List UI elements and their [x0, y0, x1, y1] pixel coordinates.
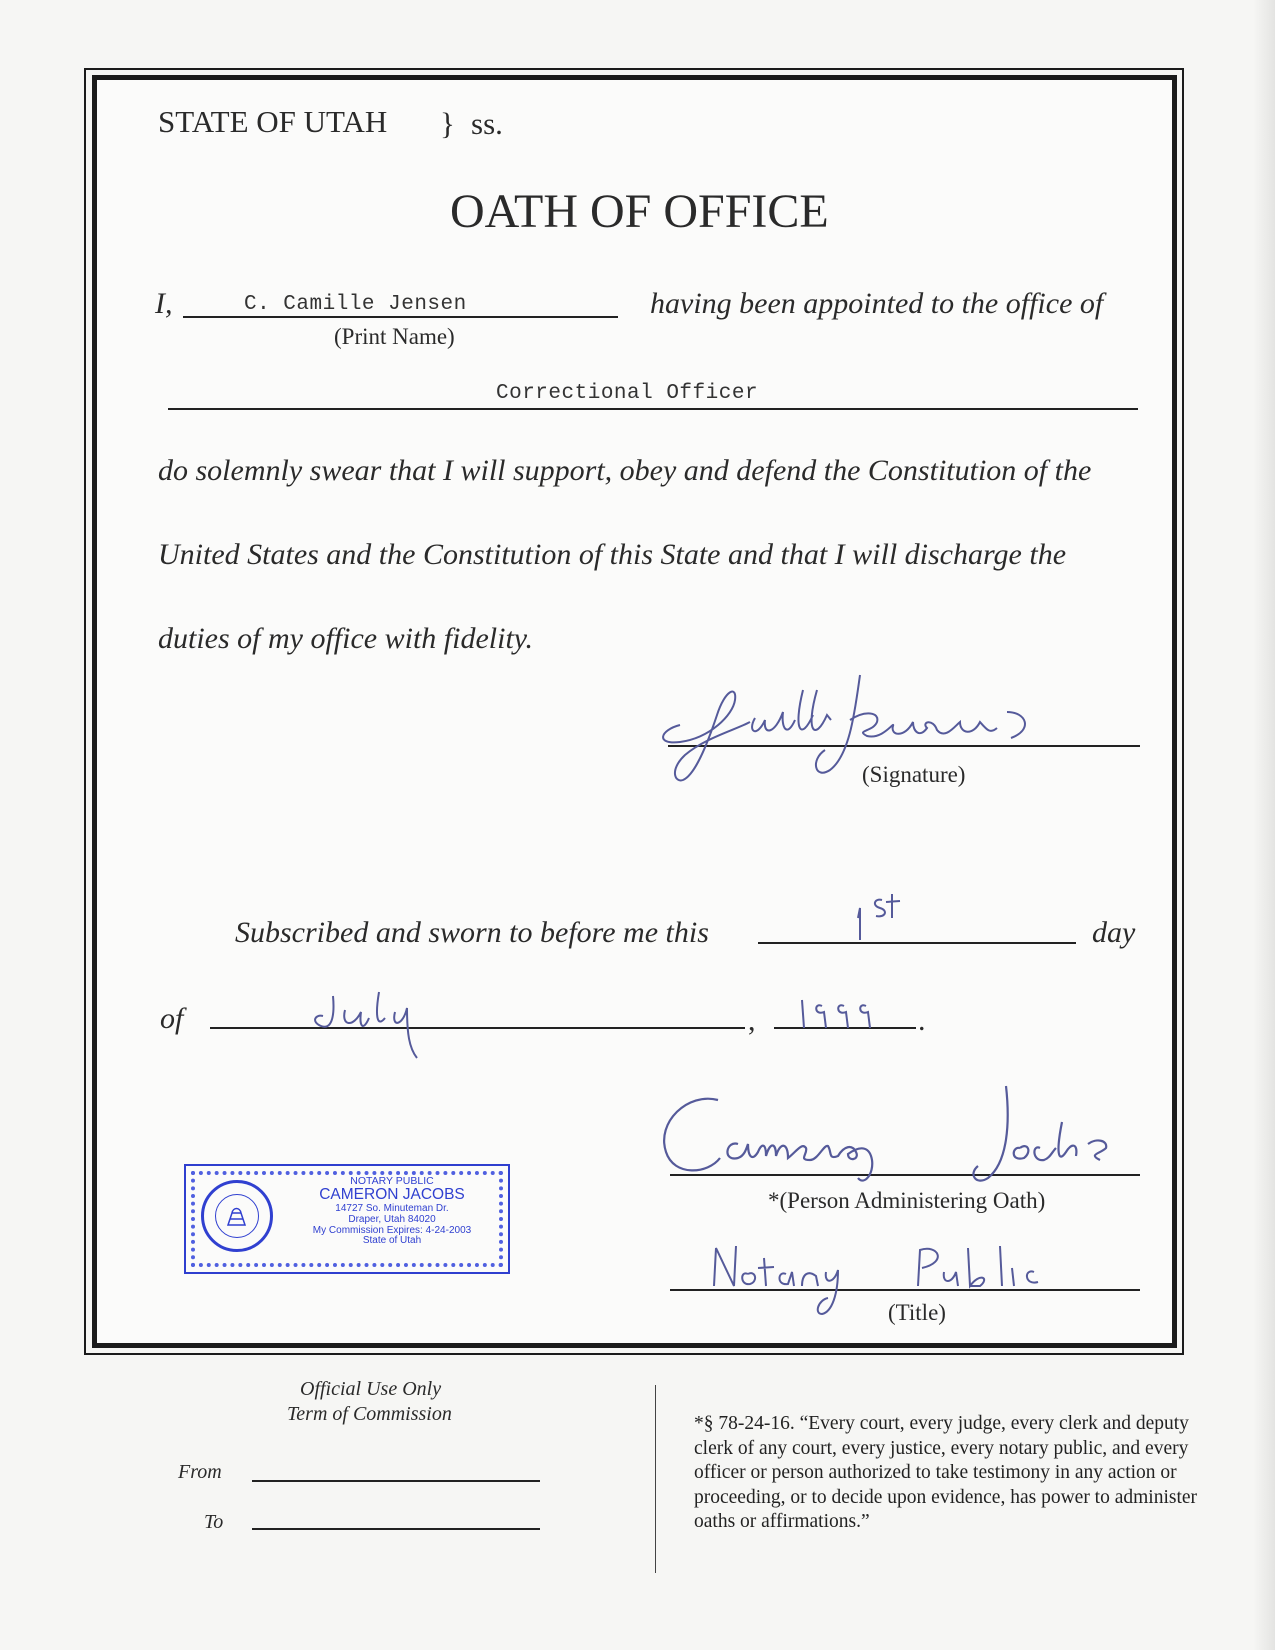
administrator-signature: [648, 1082, 1168, 1202]
date-period: .: [918, 1004, 926, 1037]
applicant-signature: [655, 660, 1055, 795]
document-title: OATH OF OFFICE: [450, 185, 829, 238]
oath-line-2: United States and the Constitution of this State and that I will discharge the: [158, 538, 1067, 571]
statute-footnote: *§ 78-24-16. “Every court, every judge, every clerk and deputy clerk of any court, every justice, every notary public, and every officer or person authorized to take testimony in any action or proceeding, or to decide upon evidence, has power to administer oaths or affirmations.”: [694, 1413, 1198, 1532]
of-label: of: [160, 1002, 184, 1035]
handwritten-year: [792, 988, 912, 1033]
month-line: [210, 1027, 745, 1029]
handwritten-month: [305, 988, 435, 1060]
printed-name: C. Camille Jensen: [244, 293, 467, 316]
oath-line-1: do solemnly swear that I will support, obey and defend the Constitution of the: [158, 454, 1092, 487]
notary-stamp: [184, 1164, 510, 1274]
page-edge-shadow: [1253, 0, 1275, 1650]
stamp-address: 14727 So. Minuteman Dr.: [335, 1203, 449, 1215]
to-line: [252, 1528, 540, 1530]
oath-line-3: duties of my office with fidelity.: [158, 622, 533, 655]
stamp-city: Draper, Utah 84020: [348, 1213, 436, 1225]
day-label: day: [1092, 916, 1136, 949]
day-line: [758, 942, 1076, 944]
handwritten-day: [838, 888, 908, 943]
brace-symbol: }: [440, 106, 455, 141]
footer-divider: [655, 1385, 656, 1573]
ss-label: ss.: [471, 106, 503, 141]
from-line: [252, 1480, 540, 1482]
office-line: [168, 408, 1138, 410]
office-name: Correctional Officer: [496, 382, 759, 405]
from-label: From: [178, 1461, 222, 1483]
seal-beehive-icon: [215, 1194, 259, 1238]
to-label: To: [204, 1511, 224, 1533]
appointed-text: having been appointed to the office of: [650, 287, 1104, 320]
official-use-subtitle: Term of Commission: [287, 1403, 452, 1425]
title-caption: (Title): [888, 1300, 946, 1325]
print-name-caption: (Print Name): [334, 324, 455, 349]
official-use-title: Official Use Only: [300, 1378, 442, 1400]
stamp-notary-public: NOTARY PUBLIC: [350, 1175, 434, 1187]
stamp-expiration: My Commission Expires: 4-24-2003: [312, 1224, 472, 1236]
stamp-state: State of Utah: [362, 1235, 422, 1247]
name-line: [183, 316, 618, 318]
beehive-icon: [216, 1195, 257, 1236]
stamp-text-block: [282, 1176, 502, 1247]
state-heading: STATE OF UTAH: [158, 104, 388, 139]
stamp-name: CAMERON JACOBS: [319, 1186, 465, 1204]
date-comma: ,: [748, 1004, 756, 1037]
administrator-caption: *(Person Administering Oath): [768, 1188, 1046, 1213]
sworn-text: Subscribed and sworn to before me this: [235, 916, 709, 949]
pronoun-i: I,: [155, 287, 173, 320]
state-seal-icon: [201, 1180, 273, 1252]
signature-caption: (Signature): [862, 762, 966, 787]
